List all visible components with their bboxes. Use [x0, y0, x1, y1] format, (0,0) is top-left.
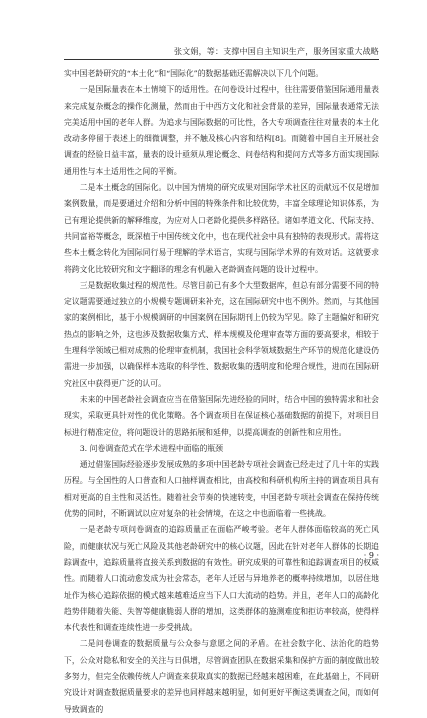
article-body — [64, 66, 379, 718]
section-heading: 3. 问卷调查范式在学术进程中面临的瓶颈 — [79, 443, 224, 453]
paragraph: 通过借鉴国际经验逐步发展成熟的多项中国老龄专项社会调查已经走过了几十年的实践历程。与全国性的人口普查和人口抽样调查相比，由高校和科研机构所主持的调查项目具有相对更高的自主性和灵活性。随着社会节奏的快速转变，中国老龄专项社会调查在保持传统优势的同时，不断调试以应对复杂的社会情境，在这之中也面临着一些挑战。 — [64, 460, 379, 519]
paragraph: 未来的中国老龄社会调查应当在借鉴国际先进经验的同时，结合中国的独特需求和社会现实，采取更具针对性的优化策略。各个调查项目在保证核心基础数据的前提下，对项目目标进行精准定位，将问题设计的思路拓展和延伸，以提高调查的创新性和应用性。 — [64, 394, 379, 437]
running-head: 张文娟，等：支撑中国自主知识生产，服务国家重大战略 — [174, 47, 379, 56]
paragraph: 一是老龄专项问卷调查的追踪质量正在面临严峻考验。老年人群体面临较高的死亡风险，而健康状况与死亡风险及其他老龄研究中的核心议题，因此在针对老年人群体的长期追踪调查中，追踪质量将直接关系到数据的有效性。研究成果的可靠性和追踪调查项目的权威性。而随着人口流动愈发成为社会常态，老年人迁居与异地养老的概率持续增加，以居住地址作为核心追踪依据的模式越来越难适应当下人口大流动的趋势。并且，老年人口的高龄化趋势伴随着失能、失智等健康脆弱人群的增加，这类群体的施测难度和拒访率较高，使得样本代表性和调查连续性进一步受挑战。 — [64, 525, 379, 633]
paragraph: 三是数据收集过程的规范性。尽管目前已有多个大型数据库，但总有部分需要不同的特定议题需要通过独立的小规模专题调研来补充，这在国际研究中也不例外。然而，与其他国家的案例相比，基于小规模调研的中国案例在国际期刊上仍较为罕见。除了主题偏好和研究热点的影响之外，这也涉及数据收集方式、样本规模及伦理审查等方面的要高要求，相较于生理科学领域已相对成熟的伦理审查机制，我国社会科学领域数据生产环节的规范化建设仍需进一步加强，以确保样本选取的科学性、数据收集的透明度和伦理合规性，进而在国际研究社区中获得更广泛的认可。 — [64, 280, 379, 388]
header-rule — [64, 59, 379, 60]
page-header — [0, 0, 427, 66]
paragraph: 二是问卷调查的数据质量与公众参与意愿之间的矛盾。在社会数字化、法治化的趋势下，公众对隐私和安全的关注与日俱增，尽管调查团队在数据采集和保护方面的制度做出较多努力，但完全依赖传统人户调查来获取真实的数据已经越来越困难，在此基础上，不同研究设计对调查数据质量要求的差异也同样越来越明显，如何更好平衡这类调查之间，而如何导致调查的 — [64, 639, 379, 714]
paragraph: 二是本土概念的国际化。以中国为情境的研究成果对国际学术社区的贡献远不仅是增加案例数量，而是要通过介绍和分析中国的特殊条件和比较优势，丰富全球理论知识体系，为已有理论提供新的解释维度，为应对人口老龄化提供多样路径。诸如孝道文化、代际支持、共同富裕等概念，既深植于中国传统文化中，也在现代社会中具有独特的表现形式。需将这些本土概念转化为国际同行易于理解的学术语言，实现与国际学术界的有效对话。这就要求将跨文化比较研究和文字翻译的理念有机融入老龄调查问题的设计过程中。 — [64, 183, 379, 274]
paragraph-continued: 实中国老龄研究的“本土化”和“国际化”的数据基础还需解决以下几个问题。 — [64, 69, 324, 78]
page-number: · 9 · — [363, 551, 379, 560]
paragraph: 一是国际量表在本土情境下的适用性。在问卷设计过程中，往往需要借鉴国际通用量表来完成复杂概念的操作化测量，然而由于中西方文化和社会背景的差异，国际量表通常无法完美适用中国的老年人群。为追求与国际数据的可比性，各大专项调查往往对量表的本土化改动多停留于表述上的细微调整，并不触及核心内容和结构[8]。而随着中国自主开展社会调查的经验日益丰富，量表的设计亟须从理论概念、问卷结构和提问方式等多方面实现国际通用性与本土适用性之间的平衡。 — [64, 85, 379, 176]
